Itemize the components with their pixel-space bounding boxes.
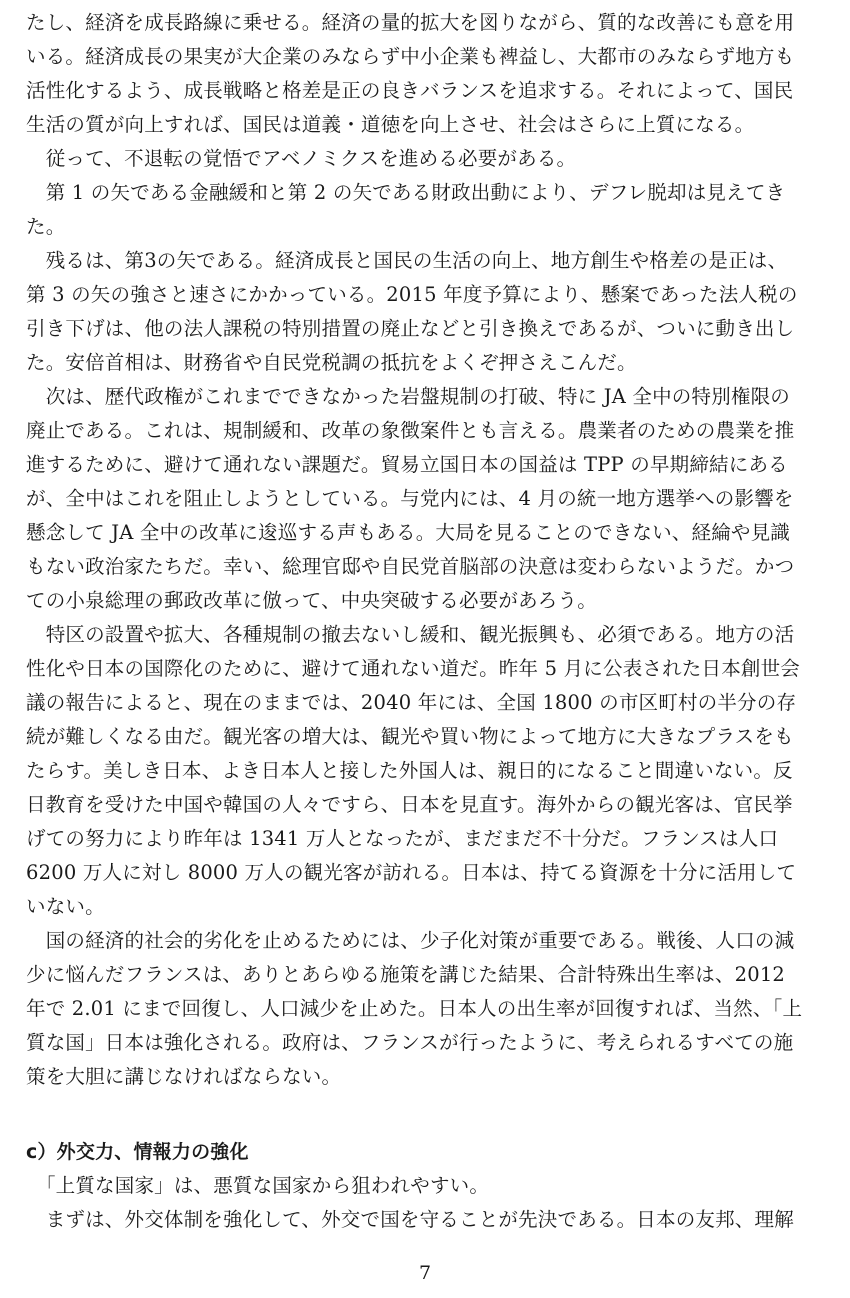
text-line: 続が難しくなる由だ。観光客の増大は、観光や買い物によって地方に大きなプラスをも [26, 725, 794, 748]
text-line: 残るは、第3の矢である。経済成長と国民の生活の向上、地方創生や格差の是正は、 [26, 249, 788, 272]
text-line: 廃止である。これは、規制緩和、改革の象徴案件とも言える。農業者のための農業を推 [26, 419, 795, 442]
text-line: 生活の質が向上すれば、国民は道義・道徳を向上させ、社会はさらに上質になる。 [26, 113, 755, 136]
text-line: 「上質な国家」は、悪質な国家から狙われやすい。 [26, 1174, 490, 1197]
section-heading: c）外交力、情報力の強化 [26, 1141, 249, 1163]
text-line: 日教育を受けた中国や韓国の人々ですら、日本を見直す。海外からの観光客は、官民挙 [26, 793, 793, 816]
text-line: 次は、歴代政権がこれまでできなかった岩盤規制の打破、特に JA 全中の特別権限の [26, 385, 790, 408]
text-line: た。安倍首相は、財務省や自民党税調の抵抗をよくぞ押さえこんだ。 [26, 351, 637, 374]
text-line: 活性化するよう、成長戦略と格差是正の良きバランスを追求する。それによって、国民 [26, 79, 794, 102]
text-line: 性化や日本の国際化のために、避けて通れない道だ。昨年 5 月に公表された日本創世会 [26, 657, 801, 680]
text-line: 質な国」日本は強化される。政府は、フランスが行ったように、考えられるすべての施 [26, 1031, 794, 1054]
text-line: 特区の設置や拡大、各種規制の撤去ないし緩和、観光振興も、必須である。地方の活 [26, 623, 795, 646]
text-line: いる。経済成長の果実が大企業のみならず中小企業も裨益し、大都市のみならず地方も [26, 45, 795, 68]
text-line: たし、経済を成長路線に乗せる。経済の量的拡大を図りながら、質的な改善にも意を用 [26, 11, 795, 34]
text-line: 策を大胆に講じなければならない。 [26, 1065, 342, 1088]
page-number: 7 [418, 1262, 432, 1284]
text-line: 第 1 の矢である金融緩和と第 2 の矢である財政出動により、デフレ脱却は見えてき [26, 181, 786, 204]
text-line: 従って、不退転の覚悟でアベノミクスを進める必要がある。 [26, 147, 577, 170]
text-line: ての小泉総理の郵政改革に倣って、中央突破する必要があろう。 [26, 589, 597, 612]
text-line: 6200 万人に対し 8000 万人の観光客が訪れる。日本は、持てる資源を十分に活用して [26, 861, 797, 884]
text-line: 引き下げは、他の法人課税の特別措置の廃止などと引き換えであるが、ついに動き出し [26, 317, 795, 340]
text-line: 進するために、避けて通れない課題だ。貿易立国日本の国益は TPP の早期締結にある [26, 453, 788, 476]
text-line: 国の経済的社会的劣化を止めるためには、少子化対策が重要である。戦後、人口の減 [26, 929, 795, 952]
text-line: たらす。美しき日本、よき日本人と接した外国人は、親日的になること間違いない。反 [26, 759, 793, 782]
text-line: もない政治家たちだ。幸い、総理官邸や自民党首脳部の決意は変わらないようだ。かつ [26, 555, 795, 578]
text-line: た。 [26, 215, 66, 238]
text-line: 議の報告によると、現在のままでは、2040 年には、全国 1800 の市区町村の半分の存 [26, 691, 797, 714]
text-line: 年で 2.01 にまで回復し、人口減少を止めた。日本人の出生率が回復すれば、当然、「上 [26, 997, 803, 1020]
text-line: 少に悩んだフランスは、ありとあらゆる施策を講じた結果、合計特殊出生率は、2012 [26, 963, 786, 986]
text-line: いない。 [26, 895, 105, 918]
text-line: まずは、外交体制を強化して、外交で国を守ることが先決である。日本の友邦、理解 [26, 1208, 794, 1231]
text-line: げての努力により昨年は 1341 万人となったが、まだまだ不十分だ。フランスは人口 [26, 827, 779, 850]
text-line: が、全中はこれを阻止しようとしている。与党内には、4 月の統一地方選挙への影響を [26, 487, 794, 510]
text-line: 第 3 の矢の強さと速さにかかっている。2015 年度予算により、懸案であった法人税の [26, 283, 798, 306]
text-line: 懸念して JA 全中の改革に逡巡する声もある。大局を見ることのできない、経綸や見識 [26, 521, 790, 544]
